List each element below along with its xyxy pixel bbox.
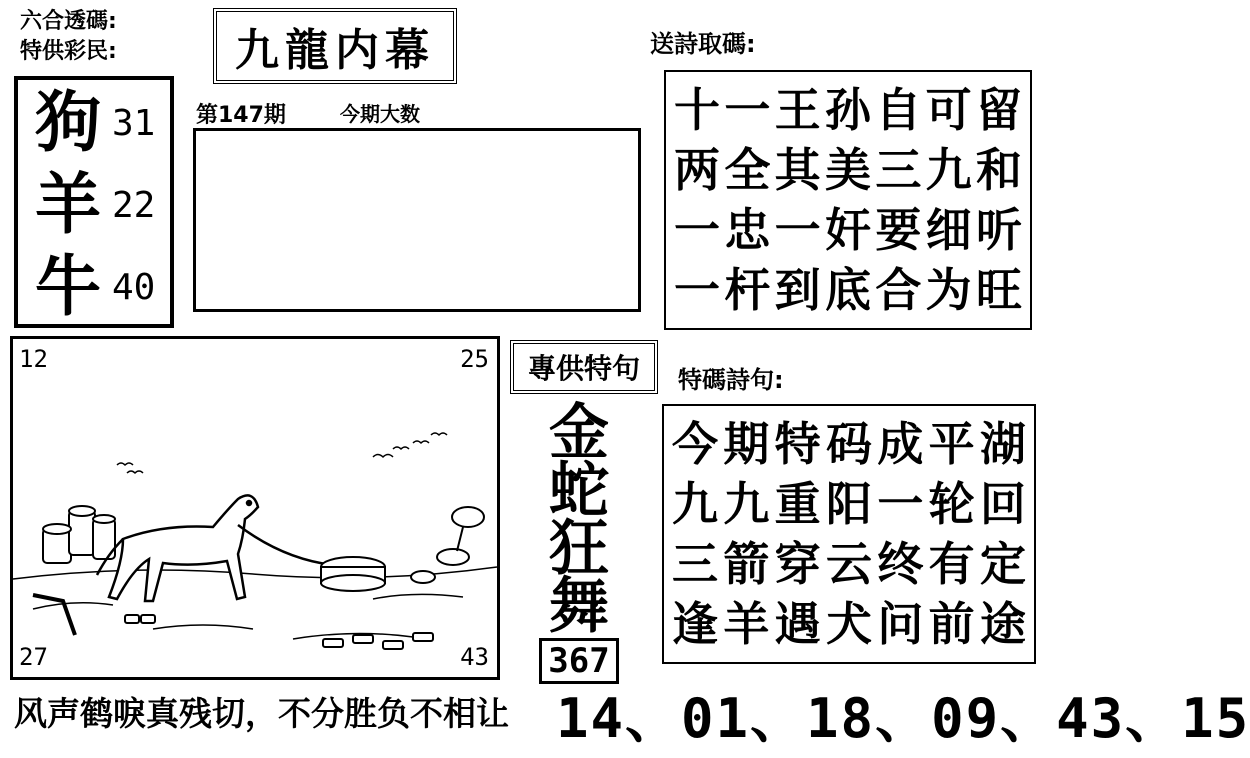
poem-char: 平 bbox=[928, 417, 975, 471]
poem-char: 其 bbox=[774, 143, 821, 197]
vertical-char: 金 bbox=[549, 398, 609, 468]
poem-char: 三 bbox=[875, 143, 922, 197]
zodiac-number: 40 bbox=[112, 266, 156, 308]
poem-char: 成 bbox=[877, 417, 924, 471]
poem-char: 途 bbox=[979, 597, 1026, 651]
scene-number-top-left: 12 bbox=[19, 345, 48, 373]
poem-char: 云 bbox=[825, 537, 872, 591]
poem-line bbox=[666, 140, 1030, 200]
poem-line bbox=[664, 594, 1034, 654]
poem-char: 定 bbox=[979, 537, 1026, 591]
poem-char: 两 bbox=[674, 143, 720, 197]
footer-numbers: 14、01、18、09、43、15 bbox=[556, 687, 1250, 750]
poem-char: 逢 bbox=[672, 597, 718, 651]
poem-char: 忠 bbox=[724, 203, 771, 257]
poem-char: 期 bbox=[723, 417, 770, 471]
zodiac-char: 羊 bbox=[35, 166, 101, 243]
leash-icon bbox=[238, 525, 333, 565]
poem-line bbox=[666, 260, 1030, 320]
scene-number-bottom-left: 27 bbox=[19, 643, 48, 671]
scene-illustration bbox=[10, 336, 500, 680]
poem-char: 特 bbox=[774, 417, 821, 471]
scene-number-bottom-right: 43 bbox=[460, 643, 489, 671]
poem-bottom-heading: 特碼詩句: bbox=[678, 366, 784, 394]
poem-char: 要 bbox=[875, 203, 922, 257]
poem-top-grid bbox=[664, 70, 1032, 330]
poem-char: 回 bbox=[979, 477, 1026, 531]
poem-char: 王 bbox=[774, 83, 821, 137]
poem-char: 九 bbox=[723, 477, 770, 531]
vertical-char: 舞 bbox=[549, 572, 609, 642]
poem-char: 全 bbox=[724, 143, 771, 197]
special-vertical-poem bbox=[514, 398, 644, 684]
poem-char: 十 bbox=[674, 83, 720, 137]
poem-char: 一 bbox=[877, 477, 924, 531]
poem-char: 一 bbox=[674, 203, 720, 257]
zodiac-row bbox=[28, 84, 168, 161]
stump-icon bbox=[321, 557, 385, 591]
poem-char: 终 bbox=[877, 537, 924, 591]
poem-char: 到 bbox=[774, 263, 821, 317]
poem-char: 湖 bbox=[979, 417, 1026, 471]
dog-icon bbox=[97, 495, 258, 601]
poem-line bbox=[664, 474, 1034, 534]
zodiac-row bbox=[28, 248, 168, 325]
special-number: 367 bbox=[539, 638, 618, 684]
stick-icon bbox=[33, 595, 75, 635]
poem-bottom-grid bbox=[662, 404, 1036, 664]
poem-line bbox=[664, 534, 1034, 594]
poem-char: 可 bbox=[925, 83, 972, 137]
poem-char: 和 bbox=[975, 143, 1022, 197]
poem-char: 旺 bbox=[975, 263, 1022, 317]
poem-char: 自 bbox=[875, 83, 922, 137]
poem-char: 三 bbox=[672, 537, 718, 591]
poem-char: 遇 bbox=[774, 597, 821, 651]
poem-char: 留 bbox=[975, 83, 1022, 137]
birds-icon bbox=[117, 433, 447, 473]
vertical-char: 狂 bbox=[549, 514, 609, 584]
poem-char: 轮 bbox=[928, 477, 975, 531]
zodiac-number: 31 bbox=[112, 102, 156, 144]
zodiac-char: 狗 bbox=[35, 84, 101, 161]
poem-char: 孙 bbox=[824, 83, 871, 137]
poem-char: 重 bbox=[774, 477, 821, 531]
poem-char: 细 bbox=[925, 203, 972, 257]
big-number-label: 今期大数 bbox=[340, 102, 420, 126]
poem-char: 为 bbox=[925, 263, 972, 317]
special-label-box: 專供特句 bbox=[510, 340, 658, 394]
poem-char: 今 bbox=[672, 417, 718, 471]
poem-char: 九 bbox=[672, 477, 718, 531]
poem-char: 有 bbox=[928, 537, 975, 591]
poem-char: 箭 bbox=[723, 537, 770, 591]
zodiac-char: 牛 bbox=[35, 248, 101, 325]
zodiac-row bbox=[28, 166, 168, 243]
poem-char: 码 bbox=[825, 417, 872, 471]
zodiac-number: 22 bbox=[112, 184, 156, 226]
poem-char: 奸 bbox=[824, 203, 871, 257]
poem-line bbox=[664, 414, 1034, 474]
poem-char: 合 bbox=[875, 263, 922, 317]
poem-char: 底 bbox=[824, 263, 871, 317]
logs-icon bbox=[43, 506, 115, 563]
poem-char: 九 bbox=[925, 143, 972, 197]
poem-char: 听 bbox=[975, 203, 1022, 257]
poem-line bbox=[666, 80, 1030, 140]
page-title: 九龍内幕 bbox=[213, 8, 457, 84]
poem-char: 穿 bbox=[774, 537, 821, 591]
poem-top-heading: 送詩取碼: bbox=[650, 30, 756, 58]
poem-line bbox=[666, 200, 1030, 260]
header-line-1: 六合透碼: bbox=[20, 9, 117, 34]
footer-slogan: 风声鹤唳真残切，不分胜负不相让 bbox=[14, 694, 509, 733]
poem-char: 美 bbox=[824, 143, 871, 197]
poem-char: 前 bbox=[928, 597, 975, 651]
poem-char: 阳 bbox=[825, 477, 872, 531]
issue-label: 第147期 bbox=[196, 103, 286, 128]
zodiac-box bbox=[14, 76, 174, 328]
poem-char: 一 bbox=[724, 83, 771, 137]
big-number-box bbox=[193, 128, 641, 312]
poem-char: 羊 bbox=[723, 597, 770, 651]
scene-number-top-right: 25 bbox=[460, 345, 489, 373]
poem-char: 一 bbox=[674, 263, 720, 317]
dog-scene-drawing bbox=[13, 339, 497, 677]
header-line-2: 特供彩民: bbox=[20, 39, 117, 64]
poem-char: 问 bbox=[877, 597, 924, 651]
poem-char: 犬 bbox=[825, 597, 872, 651]
vertical-char: 蛇 bbox=[549, 456, 609, 526]
poem-char: 杆 bbox=[724, 263, 771, 317]
poem-char: 一 bbox=[774, 203, 821, 257]
